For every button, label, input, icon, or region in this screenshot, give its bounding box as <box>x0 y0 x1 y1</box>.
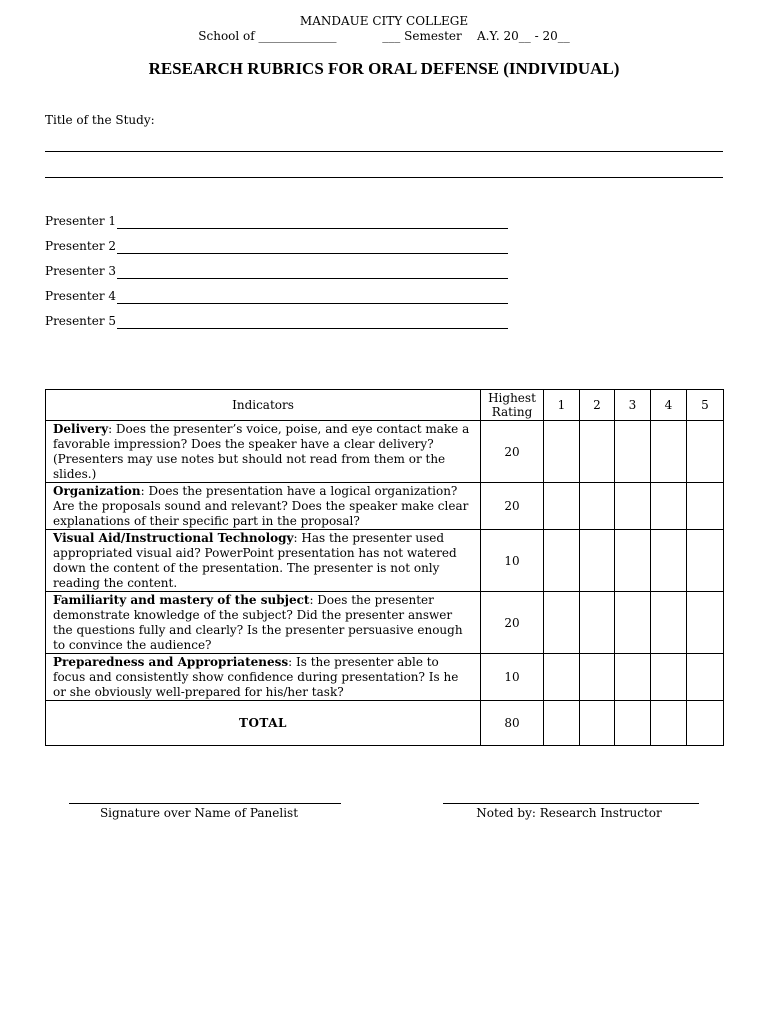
table-row <box>46 421 724 483</box>
criterion-name: Delivery <box>53 422 109 436</box>
presenter-2-label: Presenter 2 <box>45 239 117 253</box>
presenter-col-header: 4 <box>651 390 687 421</box>
criterion-description: : Does the presentation have a logical organization? Are the proposals sound and relevant? Does the speaker make clear explanations of their specific part in the proposal? <box>53 484 469 528</box>
highest-rating-cell: 20 <box>481 483 544 530</box>
criterion-name: Visual Aid/Instructional Technology <box>53 531 294 545</box>
highest-rating-cell: 10 <box>481 654 544 701</box>
score-cell[interactable] <box>580 701 615 746</box>
score-cell[interactable] <box>544 530 580 592</box>
presenter-col-header: 3 <box>615 390 651 421</box>
score-cell[interactable] <box>651 701 687 746</box>
table-row <box>46 483 724 530</box>
table-row <box>46 530 724 592</box>
score-cell[interactable] <box>544 654 580 701</box>
indicator-cell <box>46 530 481 592</box>
score-cell[interactable] <box>651 654 687 701</box>
score-cell[interactable] <box>687 483 724 530</box>
score-cell[interactable] <box>687 592 724 654</box>
score-cell[interactable] <box>615 654 651 701</box>
panelist-signature-line[interactable] <box>69 803 341 804</box>
criterion-description: : Is the presenter able to focus and consistently show confidence during presentation? Is he or she obviously well-prepared for his/her task? <box>53 655 459 699</box>
presenter-3-line[interactable] <box>117 278 508 279</box>
presenter-4-label: Presenter 4 <box>45 289 117 303</box>
presenter-5-label: Presenter 5 <box>45 314 117 328</box>
score-cell[interactable] <box>651 483 687 530</box>
score-cell[interactable] <box>544 701 580 746</box>
instructor-signature-label: Noted by: Research Instructor <box>476 806 662 820</box>
instructor-signature-line[interactable] <box>443 803 699 804</box>
presenter-2-line[interactable] <box>117 253 508 254</box>
score-cell[interactable] <box>651 530 687 592</box>
score-cell[interactable] <box>687 421 724 483</box>
score-cell[interactable] <box>651 592 687 654</box>
score-cell[interactable] <box>687 530 724 592</box>
highest-rating-cell: 20 <box>481 421 544 483</box>
indicator-cell <box>46 483 481 530</box>
score-cell[interactable] <box>580 421 615 483</box>
total-label: TOTAL <box>46 701 481 746</box>
score-cell[interactable] <box>651 421 687 483</box>
criterion-description: : Does the presenter demonstrate knowledge of the subject? Did the presenter answer the questions fully and clearly? Is the presenter persuasive enough to convince the audience? <box>53 593 463 652</box>
college-name: MANDAUE CITY COLLEGE <box>299 14 469 28</box>
indicators-header: Indicators <box>46 390 481 421</box>
criterion-description: : Does the presenter’s voice, poise, and eye contact make a favorable impression? Does the speaker have a clear delivery? (Presenters may use notes but should not read from them or the slides.) <box>53 422 470 481</box>
score-cell[interactable] <box>580 592 615 654</box>
score-cell[interactable] <box>615 530 651 592</box>
study-title-line-1[interactable] <box>45 151 723 152</box>
presenter-1-line[interactable] <box>117 228 508 229</box>
score-cell[interactable] <box>615 483 651 530</box>
presenter-col-header: 1 <box>544 390 580 421</box>
criterion-name: Familiarity and mastery of the subject <box>53 593 310 607</box>
presenter-col-header: 2 <box>580 390 615 421</box>
rubric-table <box>45 389 724 746</box>
table-row <box>46 654 724 701</box>
score-cell[interactable] <box>687 654 724 701</box>
table-header-row <box>46 390 724 421</box>
score-cell[interactable] <box>580 483 615 530</box>
criterion-name: Preparedness and Appropriateness <box>53 655 289 669</box>
score-cell[interactable] <box>544 592 580 654</box>
indicator-cell <box>46 421 481 483</box>
score-cell[interactable] <box>544 421 580 483</box>
total-value: 80 <box>481 701 544 746</box>
table-row <box>46 592 724 654</box>
panelist-signature-label: Signature over Name of Panelist <box>99 806 299 820</box>
score-cell[interactable] <box>580 654 615 701</box>
form-title: RESEARCH RUBRICS FOR ORAL DEFENSE (INDIVIDUAL) <box>148 59 620 78</box>
criterion-name: Organization <box>53 484 141 498</box>
study-title-label: Title of the Study: <box>45 113 155 127</box>
highest-rating-cell: 10 <box>481 530 544 592</box>
highest-rating-header: Highest Rating <box>481 390 544 421</box>
highest-rating-cell: 20 <box>481 592 544 654</box>
presenter-4-line[interactable] <box>117 303 508 304</box>
presenter-5-line[interactable] <box>117 328 508 329</box>
score-cell[interactable] <box>687 701 724 746</box>
total-row <box>46 701 724 746</box>
score-cell[interactable] <box>544 483 580 530</box>
score-cell[interactable] <box>615 421 651 483</box>
study-title-line-2[interactable] <box>45 177 723 178</box>
presenter-3-label: Presenter 3 <box>45 264 117 278</box>
school-semester-line: School of _____________ ___ Semester A.Y. 20__ - 20__ <box>198 29 570 43</box>
criterion-description: : Has the presenter used appropriated visual aid? PowerPoint presentation has not watered down the content of the presentation. The presenter is not only reading the content. <box>53 531 457 590</box>
presenter-1-label: Presenter 1 <box>45 214 117 228</box>
indicator-cell <box>46 592 481 654</box>
score-cell[interactable] <box>580 530 615 592</box>
presenter-col-header: 5 <box>687 390 724 421</box>
score-cell[interactable] <box>615 592 651 654</box>
indicator-cell <box>46 654 481 701</box>
score-cell[interactable] <box>615 701 651 746</box>
